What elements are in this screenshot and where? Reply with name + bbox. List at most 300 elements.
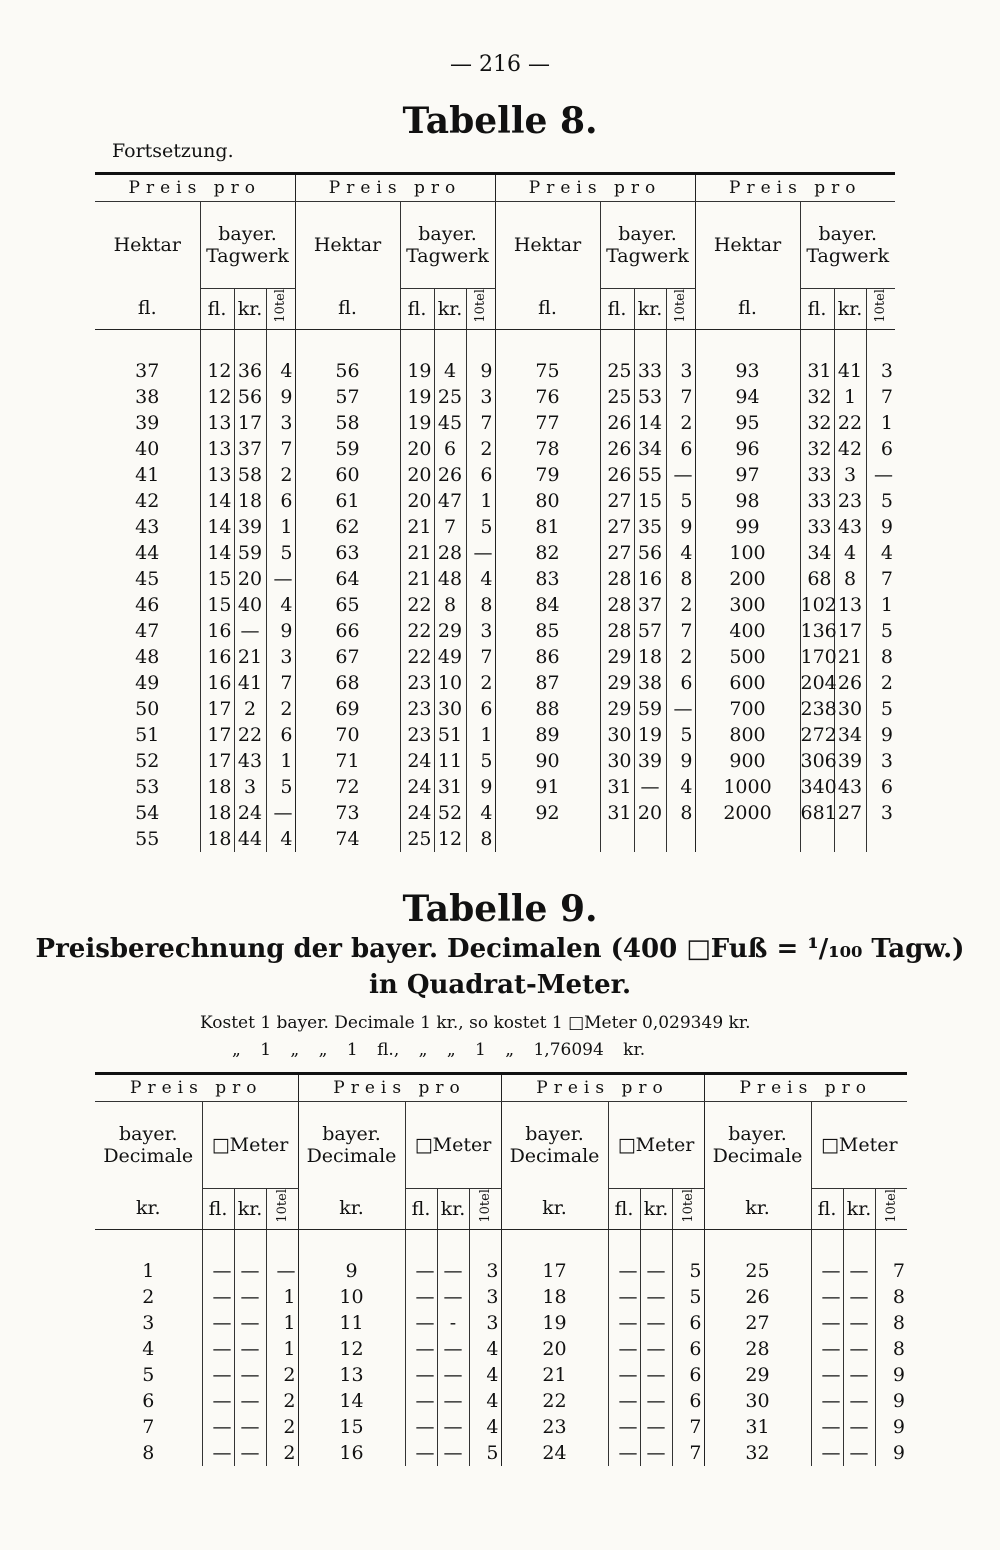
cell-fl: 27 xyxy=(600,488,634,514)
cell-10tel: 5 xyxy=(266,540,295,566)
cell-key: 61 xyxy=(295,488,400,514)
cell-kr: 37 xyxy=(634,592,666,618)
cell-fl: 32 xyxy=(800,410,834,436)
cell-key: 5 xyxy=(142,1363,155,1386)
cell-10tel: 6 xyxy=(672,1336,704,1362)
cell-key: 63 xyxy=(295,540,400,566)
cell-key: 900 xyxy=(695,748,800,774)
cell-kr: 56 xyxy=(634,540,666,566)
table-row xyxy=(95,1284,907,1310)
cell-key: 31 xyxy=(704,1414,811,1440)
cell-10tel: 2 xyxy=(266,1440,298,1466)
cell-kr: 14 xyxy=(634,410,666,436)
cell-fl: 25 xyxy=(600,384,634,410)
cell-10tel: 5 xyxy=(666,488,695,514)
cell-key: 800 xyxy=(695,722,800,748)
cell-10tel: 5 xyxy=(866,488,895,514)
cell-key: 44 xyxy=(135,541,160,564)
cell-10tel: 9 xyxy=(875,1440,907,1466)
cell-fl: 681 xyxy=(800,801,837,824)
header-unit-10tel xyxy=(866,288,895,329)
cell-key: 94 xyxy=(695,384,800,410)
cell-key: 6 xyxy=(142,1389,155,1412)
cell-kr: — xyxy=(640,1388,672,1414)
table-row xyxy=(95,1336,907,1362)
table9-note-2: „ 1 „ „ 1 fl., „ „ 1 „ 1,76094 kr. xyxy=(232,1040,646,1060)
table9-subtitle-line1: Preisberechnung der bayer. Decimalen (400 □Fuß = ¹/₁₀₀ Tagw.) xyxy=(35,934,965,964)
header-unit-kr: kr. xyxy=(834,288,866,329)
cell-key: 42 xyxy=(135,489,160,512)
cell-key: 75 xyxy=(495,358,600,384)
cell-10tel: 4 xyxy=(466,800,495,826)
cell-fl: 102 xyxy=(800,593,837,616)
header-preis-pro: Preis pro xyxy=(704,1074,907,1102)
cell-fl: 26 xyxy=(600,462,634,488)
cell-key xyxy=(695,826,800,852)
cell-10tel: 1 xyxy=(266,1336,298,1362)
cell-10tel: 2 xyxy=(466,670,495,696)
cell-key: 70 xyxy=(295,722,400,748)
cell-10tel: 2 xyxy=(666,592,695,618)
cell-kr: 43 xyxy=(234,748,266,774)
table-row xyxy=(95,644,895,670)
table-row xyxy=(95,488,895,514)
cell-fl: 68 xyxy=(800,566,834,592)
cell-10tel: 1 xyxy=(266,748,295,774)
header-decimale: bayer. Decimale xyxy=(704,1102,811,1189)
cell-fl: — xyxy=(202,1336,234,1362)
cell-key: 64 xyxy=(295,566,400,592)
header-tagwerk: bayer. Tagwerk xyxy=(400,202,495,289)
cell-key: 14 xyxy=(298,1388,405,1414)
cell-10tel: 8 xyxy=(875,1284,907,1310)
header-preis-pro: Preis pro xyxy=(295,174,495,202)
cell-10tel: 8 xyxy=(666,800,695,826)
cell-key: 26 xyxy=(704,1284,811,1310)
cell-10tel: 2 xyxy=(266,696,295,722)
cell-10tel: 4 xyxy=(666,540,695,566)
cell-10tel: 9 xyxy=(875,1362,907,1388)
cell-key: 84 xyxy=(495,592,600,618)
header-decimale: bayer. Decimale xyxy=(501,1102,608,1189)
cell-fl: — xyxy=(202,1284,234,1310)
cell-10tel: 7 xyxy=(466,644,495,670)
cell-kr: — xyxy=(234,1388,266,1414)
cell-fl: — xyxy=(405,1414,437,1440)
cell-kr: — xyxy=(640,1310,672,1336)
cell-fl: 31 xyxy=(600,800,634,826)
header-unit-kr: kr. xyxy=(434,288,466,329)
cell-fl: — xyxy=(202,1258,234,1284)
header-unit-10tel xyxy=(469,1188,501,1229)
cell-key: 98 xyxy=(695,488,800,514)
header-tagwerk: bayer. Tagwerk xyxy=(600,202,695,289)
cell-kr: 18 xyxy=(234,488,266,514)
cell-key: 90 xyxy=(495,748,600,774)
cell-10tel: 9 xyxy=(866,722,895,748)
cell-kr: — xyxy=(437,1362,469,1388)
cell-10tel: 2 xyxy=(866,670,895,696)
cell-fl: — xyxy=(811,1388,843,1414)
cell-10tel: 6 xyxy=(666,436,695,462)
cell-10tel: 5 xyxy=(466,748,495,774)
cell-key: 47 xyxy=(135,619,160,642)
cell-fl: 17 xyxy=(200,748,234,774)
cell-10tel xyxy=(866,826,895,852)
cell-key: 37 xyxy=(135,359,160,382)
cell-kr: 28 xyxy=(434,540,466,566)
table9-subtitle-line2: in Quadrat-Meter. xyxy=(369,970,631,1000)
cell-10tel: 6 xyxy=(466,462,495,488)
table-row xyxy=(95,592,895,618)
cell-key: 1000 xyxy=(695,774,800,800)
header-preis-pro: Preis pro xyxy=(95,1074,298,1102)
cell-10tel: 4 xyxy=(866,540,895,566)
cell-key: 500 xyxy=(695,644,800,670)
cell-key: 9 xyxy=(298,1258,405,1284)
cell-10tel: — xyxy=(866,462,895,488)
cell-fl: — xyxy=(202,1310,234,1336)
cell-fl: 29 xyxy=(600,696,634,722)
cell-10tel: 8 xyxy=(866,644,895,670)
cell-fl: 26 xyxy=(600,410,634,436)
cell-kr: 17 xyxy=(234,410,266,436)
table-row xyxy=(95,826,895,852)
cell-key: 96 xyxy=(695,436,800,462)
cell-kr: 39 xyxy=(634,748,666,774)
cell-key: 19 xyxy=(501,1310,608,1336)
cell-key: 39 xyxy=(135,411,160,434)
cell-key: 41 xyxy=(135,463,160,486)
table-row xyxy=(95,722,895,748)
cell-kr: 29 xyxy=(434,618,466,644)
cell-fl: 19 xyxy=(400,410,434,436)
cell-10tel: 5 xyxy=(266,774,295,800)
table9 xyxy=(95,1072,907,1466)
header-unit-10tel xyxy=(666,288,695,329)
cell-fl: 17 xyxy=(200,696,234,722)
cell-kr: 3 xyxy=(234,774,266,800)
cell-key: 40 xyxy=(135,437,160,460)
cell-kr: 25 xyxy=(434,384,466,410)
cell-kr: 39 xyxy=(234,514,266,540)
cell-key: 1 xyxy=(142,1259,155,1282)
header-unit-kr: kr. xyxy=(634,288,666,329)
cell-10tel: 1 xyxy=(266,1310,298,1336)
cell-10tel: 8 xyxy=(666,566,695,592)
cell-key: 100 xyxy=(695,540,800,566)
header-unit-10tel xyxy=(266,1188,298,1229)
cell-fl: 13 xyxy=(200,462,234,488)
cell-fl: 29 xyxy=(600,670,634,696)
cell-fl: 136 xyxy=(800,619,837,642)
cell-10tel: 7 xyxy=(866,566,895,592)
cell-fl: — xyxy=(608,1258,640,1284)
cell-key: 51 xyxy=(135,723,160,746)
cell-key: 38 xyxy=(135,385,160,408)
cell-fl: 23 xyxy=(400,670,434,696)
table8-title: Tabelle 8. xyxy=(402,100,598,142)
cell-kr: 6 xyxy=(434,436,466,462)
cell-kr: — xyxy=(437,1336,469,1362)
cell-fl: — xyxy=(811,1336,843,1362)
cell-fl: 16 xyxy=(200,644,234,670)
cell-fl: — xyxy=(405,1440,437,1466)
cell-kr: 4 xyxy=(434,358,466,384)
header-preis-pro: Preis pro xyxy=(695,174,895,202)
table-row xyxy=(95,1310,907,1336)
cell-kr: — xyxy=(640,1284,672,1310)
cell-fl: 31 xyxy=(600,774,634,800)
cell-10tel: 1 xyxy=(866,592,895,618)
cell-kr: 49 xyxy=(434,644,466,670)
header-hektar: Hektar xyxy=(495,202,600,289)
cell-key: 79 xyxy=(495,462,600,488)
cell-10tel: 7 xyxy=(672,1414,704,1440)
cell-fl: 16 xyxy=(200,670,234,696)
cell-fl: — xyxy=(608,1362,640,1388)
cell-10tel: 5 xyxy=(469,1440,501,1466)
cell-key: 48 xyxy=(135,645,160,668)
cell-10tel: 3 xyxy=(866,748,895,774)
cell-fl: 22 xyxy=(400,644,434,670)
cell-fl: — xyxy=(405,1388,437,1414)
cell-fl: — xyxy=(405,1362,437,1388)
cell-kr: 40 xyxy=(234,592,266,618)
cell-10tel: 9 xyxy=(666,514,695,540)
cell-10tel: 2 xyxy=(666,410,695,436)
header-preis-pro: Preis pro xyxy=(298,1074,501,1102)
cell-fl: 204 xyxy=(800,671,837,694)
cell-fl: — xyxy=(202,1362,234,1388)
cell-10tel: 4 xyxy=(266,592,295,618)
cell-kr: 15 xyxy=(634,488,666,514)
cell-key: 2 xyxy=(142,1285,155,1308)
cell-kr: 58 xyxy=(234,462,266,488)
cell-fl: 19 xyxy=(400,384,434,410)
cell-fl: 33 xyxy=(800,462,834,488)
cell-kr: 27 xyxy=(834,800,866,826)
header-unit-10tel xyxy=(466,288,495,329)
cell-10tel: 4 xyxy=(469,1362,501,1388)
cell-kr: 45 xyxy=(434,410,466,436)
cell-10tel: 4 xyxy=(469,1388,501,1414)
cell-key: 15 xyxy=(298,1414,405,1440)
cell-key: 55 xyxy=(135,827,160,850)
cell-kr: — xyxy=(843,1284,875,1310)
cell-10tel: 9 xyxy=(266,618,295,644)
cell-kr: 10 xyxy=(434,670,466,696)
cell-key: 27 xyxy=(704,1310,811,1336)
cell-kr: 22 xyxy=(834,410,866,436)
header-unit-10tel xyxy=(875,1188,907,1229)
cell-key: 73 xyxy=(295,800,400,826)
table-row xyxy=(95,436,895,462)
cell-10tel: 9 xyxy=(875,1388,907,1414)
cell-10tel: 7 xyxy=(672,1440,704,1466)
cell-10tel: 1 xyxy=(466,488,495,514)
header-unit-fl: fl. xyxy=(200,288,234,329)
cell-kr: — xyxy=(640,1362,672,1388)
cell-kr: 21 xyxy=(234,644,266,670)
table-row xyxy=(95,800,895,826)
cell-fl: 24 xyxy=(400,800,434,826)
cell-kr: 59 xyxy=(234,540,266,566)
cell-fl: 238 xyxy=(800,697,837,720)
cell-kr: — xyxy=(437,1284,469,1310)
cell-key: 83 xyxy=(495,566,600,592)
cell-kr: 39 xyxy=(834,748,866,774)
header-hektar: Hektar xyxy=(113,234,181,256)
cell-fl: 23 xyxy=(400,696,434,722)
cell-key: 93 xyxy=(695,358,800,384)
header-decimale: bayer. Decimale xyxy=(103,1123,194,1167)
cell-kr: 38 xyxy=(634,670,666,696)
header-decimale: bayer. Decimale xyxy=(298,1102,405,1189)
cell-kr: 21 xyxy=(834,644,866,670)
cell-fl: 23 xyxy=(400,722,434,748)
cell-10tel: 2 xyxy=(266,1388,298,1414)
cell-kr: 26 xyxy=(434,462,466,488)
cell-kr: 18 xyxy=(634,644,666,670)
cell-10tel: 7 xyxy=(666,384,695,410)
cell-fl: 306 xyxy=(800,749,837,772)
cell-key: 10 xyxy=(298,1284,405,1310)
cell-kr: 13 xyxy=(834,592,866,618)
cell-10tel: 6 xyxy=(866,774,895,800)
cell-fl: — xyxy=(811,1310,843,1336)
table-row xyxy=(95,358,895,384)
cell-fl: 27 xyxy=(600,514,634,540)
cell-kr: 37 xyxy=(234,436,266,462)
cell-fl: 13 xyxy=(200,410,234,436)
cell-10tel: — xyxy=(266,800,295,826)
header-unit-kr: kr. xyxy=(843,1188,875,1229)
cell-fl: — xyxy=(405,1310,437,1336)
cell-kr: 8 xyxy=(834,566,866,592)
cell-10tel: 3 xyxy=(866,800,895,826)
header-unit-10tel-text: 10tel xyxy=(477,1189,493,1223)
cell-fl: 170 xyxy=(800,645,837,668)
cell-key: 200 xyxy=(695,566,800,592)
cell-fl xyxy=(600,826,634,852)
cell-10tel: 7 xyxy=(466,410,495,436)
cell-10tel: 9 xyxy=(466,774,495,800)
cell-10tel: 5 xyxy=(866,618,895,644)
cell-fl: 17 xyxy=(200,722,234,748)
cell-key: 86 xyxy=(495,644,600,670)
cell-key: 21 xyxy=(501,1362,608,1388)
cell-10tel: 6 xyxy=(866,436,895,462)
header-meter: □Meter xyxy=(811,1102,907,1189)
cell-key: 50 xyxy=(135,697,160,720)
cell-kr: 17 xyxy=(834,618,866,644)
cell-fl: — xyxy=(811,1362,843,1388)
cell-kr: — xyxy=(234,1362,266,1388)
cell-kr xyxy=(834,826,866,852)
table-row xyxy=(95,1258,907,1284)
cell-key: 57 xyxy=(295,384,400,410)
cell-key: 97 xyxy=(695,462,800,488)
header-unit-10tel-text: 10tel xyxy=(883,1189,899,1223)
cell-fl: — xyxy=(405,1258,437,1284)
cell-kr: — xyxy=(843,1414,875,1440)
cell-fl: — xyxy=(608,1414,640,1440)
cell-key: 46 xyxy=(135,593,160,616)
cell-key: 82 xyxy=(495,540,600,566)
cell-key: 60 xyxy=(295,462,400,488)
cell-key: 76 xyxy=(495,384,600,410)
cell-key: 85 xyxy=(495,618,600,644)
cell-10tel: 2 xyxy=(666,644,695,670)
cell-fl: 22 xyxy=(400,592,434,618)
cell-key: 16 xyxy=(298,1440,405,1466)
cell-fl: 12 xyxy=(200,358,234,384)
cell-key: 77 xyxy=(495,410,600,436)
cell-10tel: 1 xyxy=(266,514,295,540)
cell-10tel: 2 xyxy=(466,436,495,462)
cell-fl: 31 xyxy=(800,358,834,384)
cell-10tel: 7 xyxy=(666,618,695,644)
cell-fl: 24 xyxy=(400,774,434,800)
cell-kr: 33 xyxy=(634,358,666,384)
cell-kr: — xyxy=(234,1440,266,1466)
cell-key: 24 xyxy=(501,1440,608,1466)
cell-key xyxy=(495,826,600,852)
cell-key: 87 xyxy=(495,670,600,696)
table8 xyxy=(95,172,895,852)
cell-fl: 27 xyxy=(600,540,634,566)
cell-fl: 32 xyxy=(800,384,834,410)
cell-10tel: — xyxy=(466,540,495,566)
cell-fl: 18 xyxy=(200,800,234,826)
cell-kr: — xyxy=(843,1310,875,1336)
cell-key: 400 xyxy=(695,618,800,644)
header-unit-10tel-text: 10tel xyxy=(273,289,288,323)
cell-10tel: 3 xyxy=(466,384,495,410)
cell-kr: — xyxy=(843,1336,875,1362)
cell-fl: — xyxy=(608,1388,640,1414)
cell-kr: 51 xyxy=(434,722,466,748)
cell-fl: 12 xyxy=(200,384,234,410)
cell-10tel: 4 xyxy=(466,566,495,592)
cell-10tel: 3 xyxy=(469,1310,501,1336)
page-number: — 216 — xyxy=(450,52,550,77)
cell-key: 18 xyxy=(501,1284,608,1310)
cell-kr: — xyxy=(640,1258,672,1284)
cell-fl: 21 xyxy=(400,566,434,592)
cell-kr: - xyxy=(437,1310,469,1336)
table-row xyxy=(95,1414,907,1440)
header-unit-10tel-text: 10tel xyxy=(473,289,488,323)
cell-key: 72 xyxy=(295,774,400,800)
cell-10tel: 7 xyxy=(875,1258,907,1284)
header-unit-fl: fl. xyxy=(800,288,834,329)
cell-fl: 20 xyxy=(400,488,434,514)
cell-key: 59 xyxy=(295,436,400,462)
cell-10tel: 6 xyxy=(672,1362,704,1388)
cell-key: 69 xyxy=(295,696,400,722)
cell-10tel: 3 xyxy=(666,358,695,384)
cell-key: 2000 xyxy=(695,800,800,826)
cell-kr: 55 xyxy=(634,462,666,488)
cell-fl: — xyxy=(811,1440,843,1466)
cell-key: 43 xyxy=(135,515,160,538)
cell-kr: — xyxy=(640,1414,672,1440)
header-hektar: Hektar xyxy=(295,202,400,289)
cell-kr: 41 xyxy=(234,670,266,696)
table-row xyxy=(95,774,895,800)
